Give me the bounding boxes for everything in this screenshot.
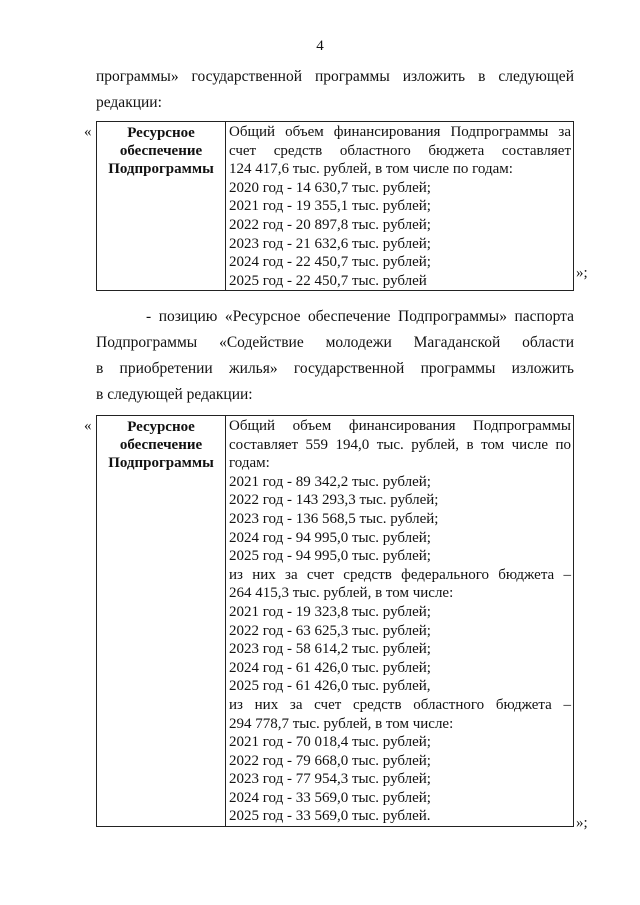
table1-line: 124 417,6 тыс. рублей, в том числе по годам: bbox=[229, 161, 513, 178]
table2-line: 264 415,3 тыс. рублей, в том числе: bbox=[229, 585, 454, 602]
table1-line: 2020 год - 14 630,7 тыс. рублей; bbox=[229, 179, 431, 196]
table1-heading-line: Подпрограммы bbox=[108, 161, 214, 177]
table1-content bbox=[226, 122, 574, 291]
table1-line: 2024 год - 22 450,7 тыс. рублей; bbox=[229, 254, 431, 271]
table2-line: 2021 год - 70 018,4 тыс. рублей; bbox=[229, 734, 431, 751]
table1-heading-line: Ресурсное bbox=[127, 125, 195, 141]
table1-line: 2023 год - 21 632,6 тыс. рублей; bbox=[229, 235, 431, 252]
intro-paragraph bbox=[96, 64, 574, 116]
middle-line-3: в приобретении жилья» государственной программы изложить bbox=[96, 360, 574, 377]
intro-line-2: редакции: bbox=[96, 94, 162, 111]
table2-open-quote: « bbox=[84, 418, 92, 434]
table2-line: 294 778,7 тыс. рублей, в том числе: bbox=[229, 715, 454, 732]
table2-line: из них за счет средств федерального бюджета – bbox=[229, 566, 571, 583]
table2-close-quote: »; bbox=[576, 815, 588, 831]
table2-line: 2023 год - 77 954,3 тыс. рублей; bbox=[229, 771, 431, 788]
intro-line-1: программы» государственной программы изложить в следующей bbox=[96, 68, 574, 85]
table2-heading-line: Ресурсное bbox=[127, 419, 195, 435]
table1-open-quote: « bbox=[84, 124, 92, 140]
table2-line: годам: bbox=[229, 455, 270, 472]
table2-line: из них за счет средств областного бюджета – bbox=[229, 696, 571, 713]
table2-line: составляет 559 194,0 тыс. рублей, в том числе по bbox=[229, 436, 571, 453]
table1-heading-line: обеспечение bbox=[119, 143, 203, 159]
table2-line: 2024 год - 61 426,0 тыс. рублей; bbox=[229, 659, 431, 676]
table2-content bbox=[226, 416, 574, 827]
resource-table-1 bbox=[96, 121, 574, 291]
middle-paragraph bbox=[96, 304, 574, 408]
table1-line: 2025 год - 22 450,7 тыс. рублей bbox=[229, 272, 427, 289]
table2-heading bbox=[97, 416, 226, 827]
table2-line: 2024 год - 94 995,0 тыс. рублей; bbox=[229, 529, 431, 546]
resource-table-2 bbox=[96, 415, 574, 827]
table1-line: 2021 год - 19 355,1 тыс. рублей; bbox=[229, 198, 431, 215]
page-number: 4 bbox=[316, 38, 324, 54]
middle-line-4: в следующей редакции: bbox=[96, 386, 253, 403]
table2-line: 2025 год - 94 995,0 тыс. рублей; bbox=[229, 548, 431, 565]
table2-line: 2025 год - 33 569,0 тыс. рублей. bbox=[229, 808, 431, 825]
table2-line: 2022 год - 63 625,3 тыс. рублей; bbox=[229, 622, 431, 639]
table2-line: 2022 год - 79 668,0 тыс. рублей; bbox=[229, 752, 431, 769]
table2-heading-line: Подпрограммы bbox=[108, 455, 214, 471]
table2-line: 2023 год - 58 614,2 тыс. рублей; bbox=[229, 641, 431, 658]
table1-line: Общий объем финансирования Подпрограммы за bbox=[229, 124, 571, 140]
table2-line: Общий объем финансирования Подпрограммы bbox=[229, 418, 571, 434]
table2-line: 2025 год - 61 426,0 тыс. рублей, bbox=[229, 678, 431, 695]
middle-line-1: - позицию «Ресурсное обеспечение Подпрограммы» паспорта bbox=[146, 308, 574, 325]
table2-heading-line: обеспечение bbox=[119, 437, 203, 453]
table2-line: 2021 год - 89 342,2 тыс. рублей; bbox=[229, 473, 431, 490]
table2-line: 2023 год - 136 568,5 тыс. рублей; bbox=[229, 510, 439, 527]
table1-heading bbox=[97, 122, 226, 291]
table1-close-quote: »; bbox=[576, 265, 588, 281]
table1-line: счет средств областного бюджета составляет bbox=[229, 142, 571, 159]
table2-line: 2022 год - 143 293,3 тыс. рублей; bbox=[229, 492, 439, 509]
middle-line-2: Подпрограммы «Содействие молодежи Магаданской области bbox=[96, 334, 574, 351]
table1-line: 2022 год - 20 897,8 тыс. рублей; bbox=[229, 216, 431, 233]
table2-line: 2024 год - 33 569,0 тыс. рублей; bbox=[229, 789, 431, 806]
table2-line: 2021 год - 19 323,8 тыс. рублей; bbox=[229, 603, 431, 620]
